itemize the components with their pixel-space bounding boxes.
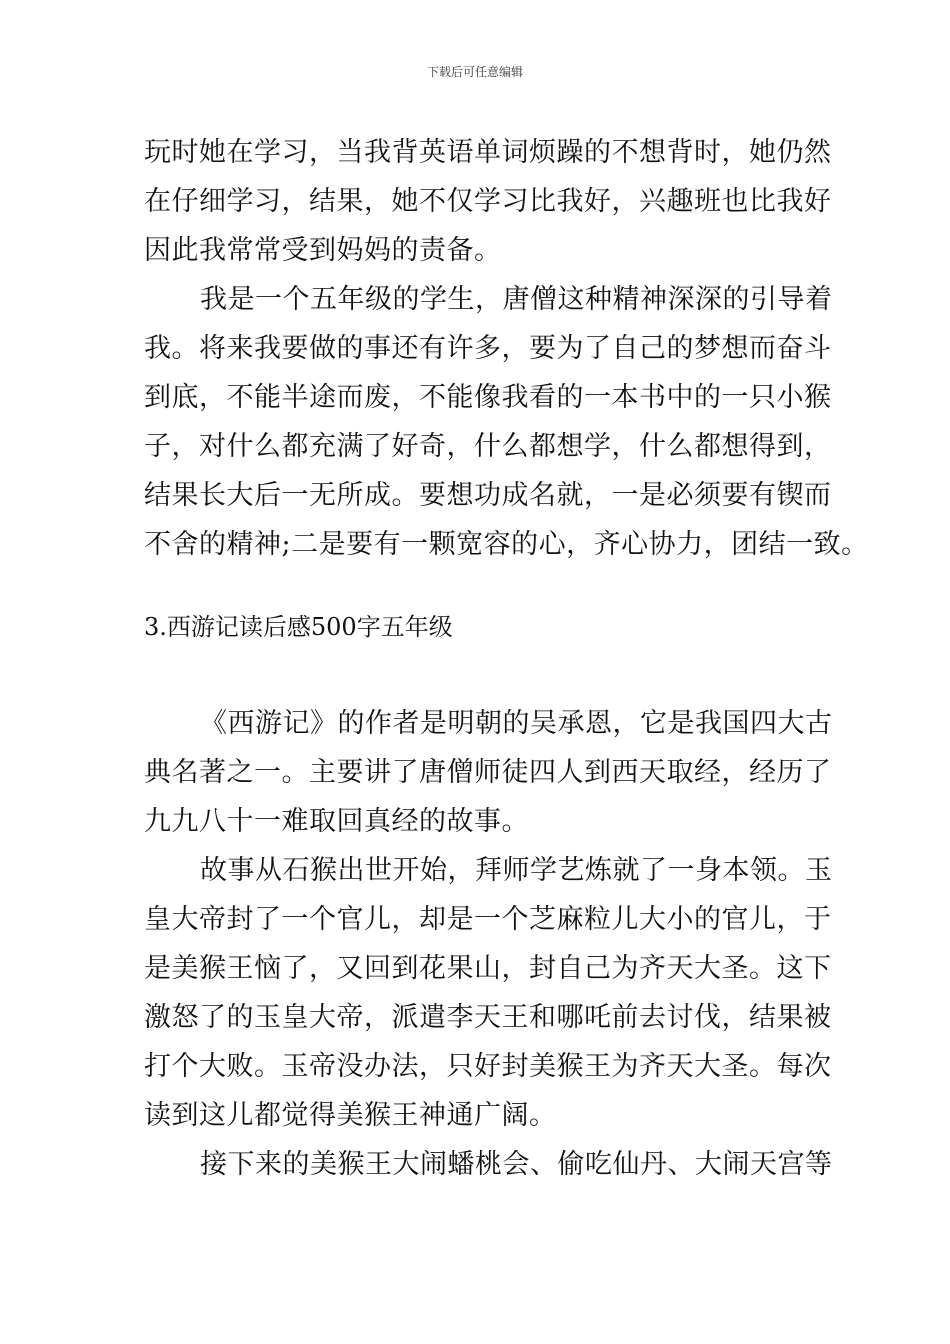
- text-line: 打个大败。玉帝没办法，只好封美猴王为齐天大圣。每次: [144, 1051, 832, 1082]
- text-line: 玩时她在学习，当我背英语单词烦躁的不想背时，她仍然: [144, 137, 832, 168]
- text-line: 典名著之一。主要讲了唐僧师徒四人到西天取经，经历了: [144, 757, 832, 788]
- paragraph: [144, 128, 832, 275]
- text-line: 故事从石猴出世开始，拜师学艺炼就了一身本领。玉: [200, 855, 833, 886]
- text-line: 我是一个五年级的学生，唐僧这种精神深深的引导着: [200, 284, 833, 315]
- text-line: 不舍的精神;二是要有一颗宽容的心，齐心协力，团结一致。: [144, 529, 869, 560]
- document-body: [144, 128, 869, 1189]
- text-line: 接下来的美猴王大闹蟠桃会、偷吃仙丹、大闹天宫等: [200, 1149, 833, 1180]
- text-line: 是美猴王恼了，又回到花果山，封自己为齐天大圣。这下: [144, 953, 832, 984]
- text-line: 子，对什么都充满了好奇，什么都想学，什么都想得到，: [144, 431, 832, 462]
- text-line: 在仔细学习，结果，她不仅学习比我好，兴趣班也比我好: [144, 186, 832, 217]
- text-line: 到底，不能半途而废，不能像我看的一本书中的一只小猴: [144, 382, 832, 413]
- paragraph: [144, 1140, 833, 1189]
- paragraph: [144, 275, 869, 569]
- section-heading: 3.西游记读后感500字五年级: [144, 613, 453, 641]
- text-line: 《西游记》的作者是明朝的吴承恩，它是我国四大古: [200, 708, 833, 739]
- text-line: 结果长大后一无所成。要想功成名就，一是必须要有锲而: [144, 480, 832, 511]
- text-line: 九九八十一难取回真经的故事。: [144, 806, 529, 837]
- page-header: 下载后可任意编辑: [426, 65, 523, 79]
- text-line: 因此我常常受到妈妈的责备。: [144, 235, 502, 266]
- text-line: 激怒了的玉皇大帝，派遣李天王和哪吒前去讨伐，结果被: [144, 1002, 832, 1033]
- text-line: 读到这儿都觉得美猴王神通广阔。: [144, 1100, 557, 1131]
- paragraph: [144, 846, 833, 1140]
- text-line: 皇大帝封了一个官儿，却是一个芝麻粒儿大小的官儿，于: [144, 904, 832, 935]
- spacer: [144, 647, 812, 699]
- paragraph: [144, 699, 833, 846]
- text-line: 我。将来我要做的事还有许多，要为了自己的梦想而奋斗: [144, 333, 832, 364]
